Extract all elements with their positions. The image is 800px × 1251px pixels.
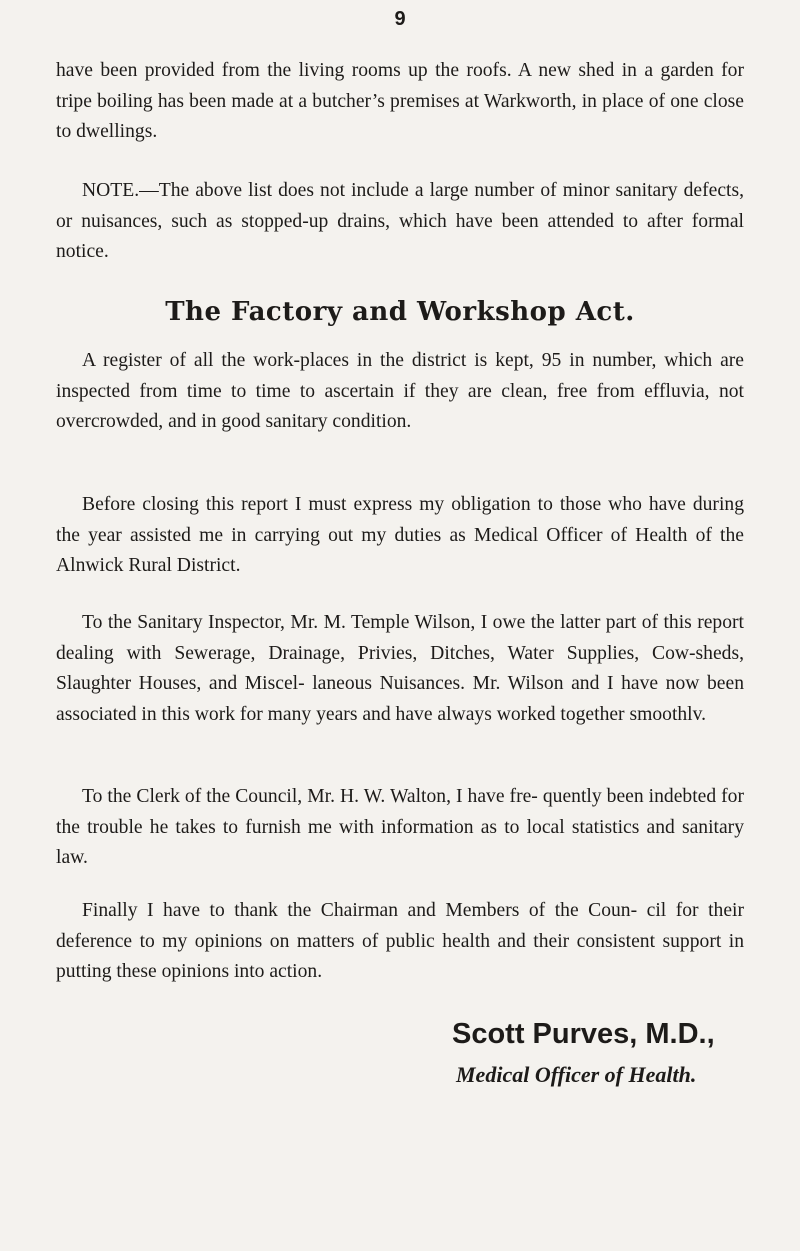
signature-name: Scott Purves, M.D., — [452, 1018, 715, 1050]
paragraph-obligation: Before closing this report I must express my obligation to those who have during the year assisted me in carrying out my duties as Medical Officer of Health of the Alnwick Rural District. — [56, 494, 744, 576]
paragraph-sanitary-inspector: To the Sanitary Inspector, Mr. M. Temple Wilson, I owe the latter part of this report dealing with Sewerage, Drainage, Privies, Ditches, Water Supplies, Cow-sheds, Slaughter Houses, and Miscel- laneous Nuisances. Mr. Wilson and I have now been associated in this work for many years and have always worked together smoothlv. — [56, 612, 744, 725]
section-heading: The Factory and Workshop Act. — [165, 297, 635, 327]
paragraph-clerk: To the Clerk of the Council, Mr. H. W. Walton, I have fre- quently been indebted for the trouble he takes to furnish me with information as to local statistics and sanitary law. — [56, 786, 744, 868]
paragraph-note: NOTE.—The above list does not include a large number of minor sanitary defects, or nuisances, such as stopped-up drains, which have been attended to after formal notice. — [56, 180, 744, 262]
paragraph-register: A register of all the work-places in the district is kept, 95 in number, which are inspected from time to time to ascertain if they are clean, free from effluvia, not overcrowded, and in good sanitary condition. — [56, 350, 744, 432]
signature-title: Medical Officer of Health. — [456, 1062, 697, 1087]
paragraph-continuation: have been provided from the living rooms up the roofs. A new shed in a garden for tripe boiling has been made at a butcher’s premises at Warkworth, in place of one close to dwellings. — [56, 60, 744, 142]
paragraph-chairman: Finally I have to thank the Chairman and Members of the Coun- cil for their deference to my opinions on matters of public health and their consistent support in putting these opinions into action. — [56, 900, 744, 982]
page-number: 9 — [394, 8, 406, 30]
